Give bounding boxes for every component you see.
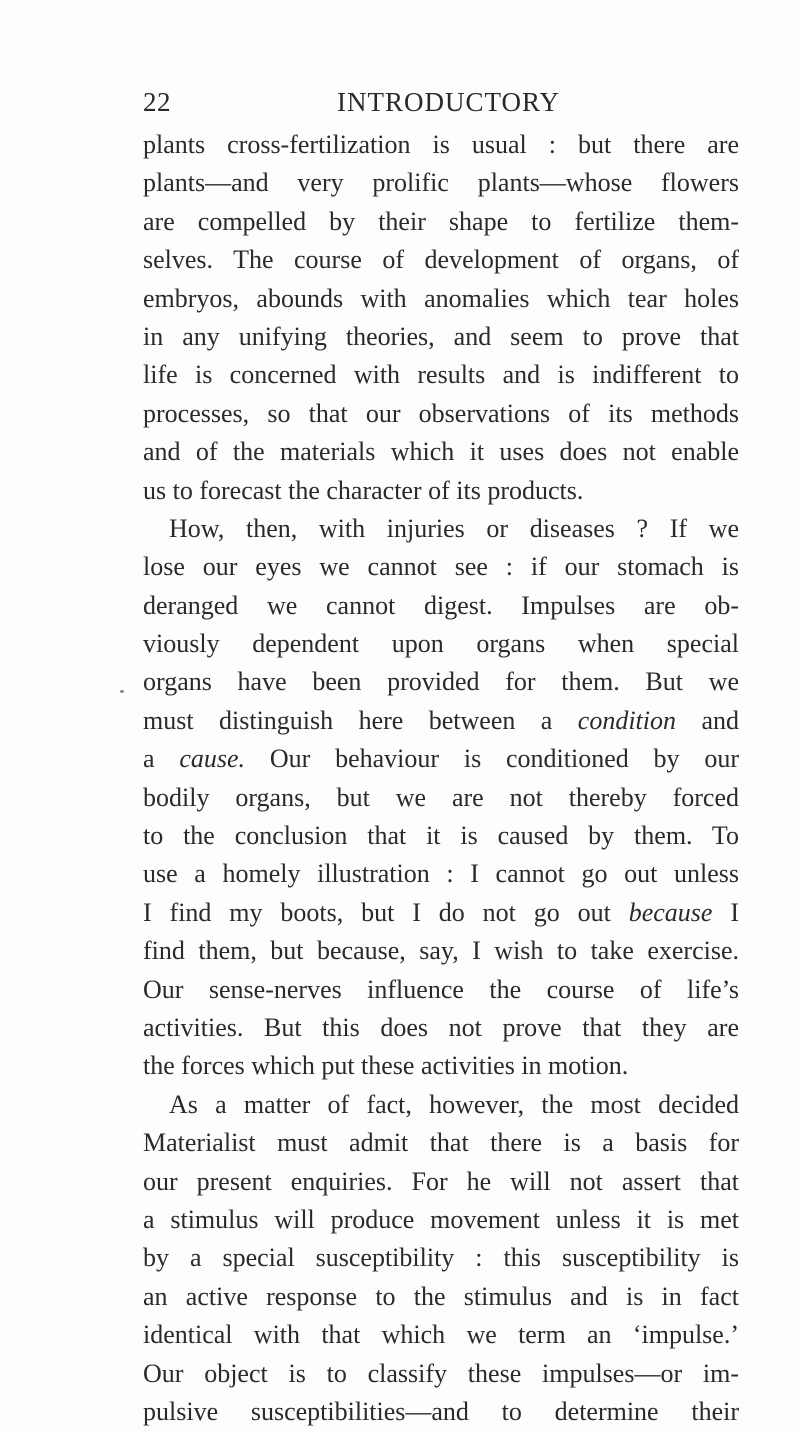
text-line: viously dependent upon organs when special <box>143 629 739 659</box>
text-line: Materialist must admit that there is a basis for <box>143 1128 739 1158</box>
text-line: and of the materials which it uses does not enable <box>143 437 739 467</box>
text-line: a stimulus will produce movement unless it is met <box>143 1204 739 1234</box>
text-line: to the conclusion that it is caused by them. To <box>143 821 739 851</box>
text-line: organs have been provided for them. But we <box>143 667 739 697</box>
text-line: in any unifying theories, and seem to prove that <box>143 321 739 351</box>
body-text <box>143 126 739 1431</box>
text-line: How, then, with injuries or diseases ? If we <box>169 513 739 543</box>
text-line: are compelled by their shape to fertilize them- <box>143 206 739 236</box>
text-line: use a homely illustration : I cannot go out unless <box>143 859 739 889</box>
text-line: lose our eyes we cannot see : if our stomach is <box>143 552 739 582</box>
text-line <box>143 740 739 778</box>
text-line: Our object is to classify these impulses—or im- <box>143 1358 739 1388</box>
page-number: 22 <box>143 87 171 117</box>
text-run: and <box>676 705 739 735</box>
text-line: the forces which put these activities in motion. <box>143 1051 629 1081</box>
text-line: embryos, abounds with anomalies which tear holes <box>143 283 739 313</box>
text-run: Our behaviour is conditioned by our <box>245 744 739 774</box>
text-line: by a special susceptibility : this susceptibility is <box>143 1243 739 1273</box>
text-line: find them, but because, say, I wish to take exercise. <box>143 936 739 966</box>
italic-term: because <box>628 897 713 927</box>
text-line: bodily organs, but we are not thereby forced <box>143 782 739 812</box>
text-line: plants cross-fertilization is usual : but there are <box>143 130 739 159</box>
text-line: deranged we cannot digest. Impulses are ob- <box>143 590 739 620</box>
page-header <box>143 82 739 122</box>
text-line: selves. The course of development of organs, of <box>143 245 739 275</box>
text-line <box>143 702 739 740</box>
italic-term: condition <box>577 705 677 735</box>
text-line: identical with that which we term an ‘impulse.’ <box>143 1320 739 1350</box>
italic-term: cause. <box>179 744 246 774</box>
text-run: I find my boots, but I do not go out <box>143 897 629 927</box>
text-line: Our sense-nerves influence the course of life’s <box>143 974 739 1004</box>
text-line: processes, so that our observations of its methods <box>143 398 739 428</box>
running-head: INTRODUCTORY <box>337 87 561 117</box>
text-line: As a matter of fact, however, the most decided <box>169 1089 739 1119</box>
text-line: pulsive susceptibilities—and to determine their <box>143 1396 739 1426</box>
text-line: our present enquiries. For he will not assert that <box>143 1166 739 1196</box>
text-line: us to forecast the character of its products. <box>143 475 584 505</box>
text-line: an active response to the stimulus and is in fact <box>143 1281 739 1311</box>
text-run: I <box>712 897 739 927</box>
text-run: must distinguish here between a <box>143 705 578 735</box>
text-line: activities. But this does not prove that they are <box>143 1012 739 1042</box>
text-line <box>143 894 739 932</box>
text-line: plants—and very prolific plants—whose flowers <box>143 168 739 198</box>
text-run: a <box>143 744 180 774</box>
text-line: life is concerned with results and is indifferent to <box>143 360 739 390</box>
paper-speck <box>120 690 124 693</box>
